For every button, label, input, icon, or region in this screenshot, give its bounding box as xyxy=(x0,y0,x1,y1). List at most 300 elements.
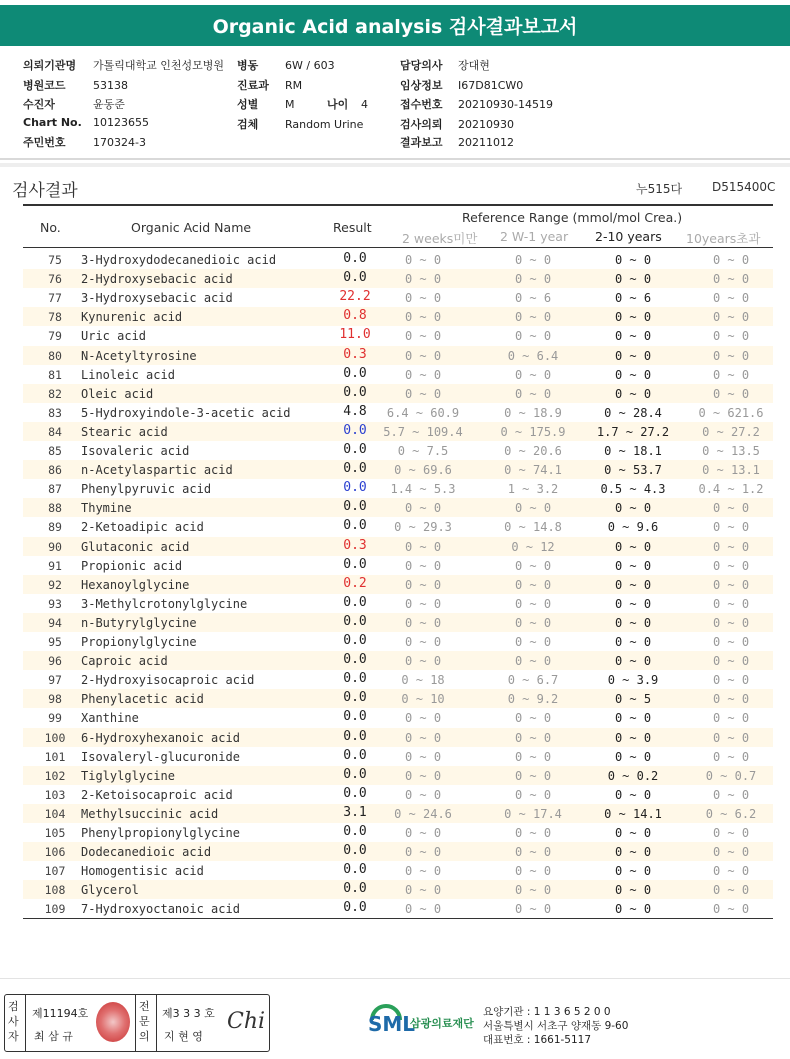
row-number: 82 xyxy=(48,386,62,401)
ref-2-10y: 0 ~ 0 xyxy=(614,272,652,287)
sml-logo-subtitle: 삼광의료재단 xyxy=(410,1017,474,1030)
ref-2-10y: 0 ~ 0 xyxy=(614,386,652,401)
result-value: 0.0 xyxy=(343,461,367,477)
table-row xyxy=(23,460,773,479)
ref-10y: 0 ~ 0 xyxy=(712,826,750,840)
ref-2w-1y: 0 ~ 0 xyxy=(514,253,552,267)
ref-2-10y: 0 ~ 0 xyxy=(614,558,652,573)
table-row xyxy=(23,747,773,766)
ref-2w-1y: 0 ~ 0 xyxy=(514,367,552,382)
acid-name: Linoleic acid xyxy=(81,367,175,382)
ref-2-10y: 0 ~ 0 xyxy=(614,635,652,649)
table-row xyxy=(23,728,773,747)
ref-2weeks: 0 ~ 0 xyxy=(404,348,442,363)
ref-2w-1y: 0 ~ 0 xyxy=(514,596,552,611)
acid-name: Caproic acid xyxy=(81,654,168,669)
acid-name: 2-Hydroxysebacic acid xyxy=(81,272,233,287)
ref-2-10y: 0 ~ 6 xyxy=(614,291,652,306)
ref-10y: 0 ~ 0 xyxy=(712,386,750,401)
ref-2-10y: 0 ~ 0 xyxy=(614,539,652,554)
ref-2w-1y: 0 ~ 12 xyxy=(511,539,555,554)
header-field-label: 수진자 xyxy=(23,98,55,111)
ref-2weeks: 0 ~ 0 xyxy=(404,253,442,267)
result-value: 0.0 xyxy=(343,766,367,782)
ref-2weeks: 0 ~ 10 xyxy=(401,692,445,707)
doctor-label: 전문의 xyxy=(139,1000,150,1043)
table-row xyxy=(23,785,773,804)
table-row xyxy=(23,346,773,365)
ref-2w-1y: 0 ~ 0 xyxy=(514,826,552,840)
header-field xyxy=(327,96,368,112)
ref-10y: 0 ~ 13.1 xyxy=(702,463,760,478)
ref-2w-1y: 0 ~ 0 xyxy=(514,615,552,630)
result-value: 0.0 xyxy=(343,422,367,438)
row-number: 87 xyxy=(48,482,62,497)
header-field-label: 의뢰기관명 xyxy=(23,59,77,72)
header-field-label: 나이 xyxy=(327,98,349,111)
table-bottom-rule xyxy=(23,918,773,919)
row-number: 107 xyxy=(44,864,66,879)
ref-2w-1y: 0 ~ 0 xyxy=(514,902,552,917)
acid-name: 7-Hydroxyoctanoic acid xyxy=(81,902,240,917)
result-value: 0.0 xyxy=(343,862,367,878)
header-field-label: 병동 xyxy=(237,59,259,72)
acid-name: Kynurenic acid xyxy=(81,310,183,325)
table-row xyxy=(23,842,773,861)
ref-2w-1y: 0 ~ 0 xyxy=(514,272,552,287)
ref-2weeks: 0 ~ 0 xyxy=(404,367,442,382)
result-value: 0.8 xyxy=(343,308,367,324)
table-row xyxy=(23,269,773,288)
row-number: 90 xyxy=(48,539,62,554)
row-number: 94 xyxy=(48,615,62,630)
table-row xyxy=(23,326,773,345)
table-row xyxy=(23,422,773,441)
ref-10y: 0 ~ 0 xyxy=(712,749,750,764)
result-value: 0.2 xyxy=(343,575,367,591)
acid-name: 3-Methylcrotonylglycine xyxy=(81,596,248,611)
ref-2-10y: 0 ~ 0 xyxy=(614,826,652,840)
header-field-value: 가톨릭대학교 인천성모병원 xyxy=(93,59,225,72)
ref-2-10y: 0 ~ 0 xyxy=(614,615,652,630)
table-row xyxy=(23,517,773,536)
ref-10y: 0 ~ 0 xyxy=(712,787,750,802)
ref-10y: 0 ~ 0 xyxy=(712,692,750,707)
ref-2w-1y: 0 ~ 0 xyxy=(514,730,552,745)
sig-divider-2 xyxy=(135,995,136,1051)
result-value: 0.0 xyxy=(343,251,367,266)
header-field-label: 병원코드 xyxy=(23,79,66,92)
col-header-name: Organic Acid Name xyxy=(131,220,252,235)
ref-2weeks: 6.4 ~ 60.9 xyxy=(386,405,460,420)
ref-10y: 0 ~ 0 xyxy=(712,558,750,573)
row-number: 76 xyxy=(48,272,62,287)
ref-2-10y: 0 ~ 0 xyxy=(614,577,652,592)
ref-2weeks: 0 ~ 0 xyxy=(404,635,442,649)
ref-2w-1y: 0 ~ 0 xyxy=(514,711,552,726)
header-field-label: 성별 xyxy=(237,98,259,111)
table-row xyxy=(23,479,773,498)
tester-name: 최 삼 규 xyxy=(34,1030,73,1043)
result-value: 0.0 xyxy=(343,613,367,629)
row-number: 95 xyxy=(48,635,62,649)
ref-10y: 0 ~ 0 xyxy=(712,864,750,879)
acid-name: 6-Hydroxyhexanoic acid xyxy=(81,730,240,745)
table-row xyxy=(23,250,773,269)
table-row xyxy=(23,441,773,460)
row-number: 79 xyxy=(48,329,62,344)
ref-2weeks: 0 ~ 0 xyxy=(404,615,442,630)
org-line-2: 서울특별시 서초구 양재동 9-60 xyxy=(483,1020,629,1032)
header-field xyxy=(237,57,335,73)
ref-2w-1y: 0 ~ 0 xyxy=(514,787,552,802)
result-value: 0.0 xyxy=(343,518,367,534)
table-row xyxy=(23,556,773,575)
result-value: 0.0 xyxy=(343,384,367,400)
header-field-label: 결과보고 xyxy=(400,136,443,149)
header-field-value: 6W / 603 xyxy=(285,59,335,72)
ref-2-10y: 0 ~ 0.2 xyxy=(607,768,659,783)
ref-2weeks: 0 ~ 0 xyxy=(404,501,442,516)
ref-2weeks: 0 ~ 0 xyxy=(404,749,442,764)
ref-10y: 0 ~ 0.7 xyxy=(705,768,757,783)
ref-2weeks: 0 ~ 0 xyxy=(404,386,442,401)
ref-2weeks: 0 ~ 0 xyxy=(404,654,442,669)
acid-name: Glycerol xyxy=(81,883,139,898)
col-header-ref-2-10y: 2-10 years xyxy=(595,229,662,244)
ref-2-10y: 0 ~ 3.9 xyxy=(607,673,659,688)
row-number: 99 xyxy=(48,711,62,726)
ref-2-10y: 0 ~ 0 xyxy=(614,310,652,325)
ref-10y: 0 ~ 0 xyxy=(712,272,750,287)
ref-2-10y: 0 ~ 18.1 xyxy=(604,444,662,458)
result-value: 0.0 xyxy=(343,690,367,706)
col-header-ref-2weeks: 2 weeks미만 xyxy=(402,231,478,246)
ref-2w-1y: 0 ~ 14.8 xyxy=(504,520,562,535)
sml-logo-text: SML xyxy=(368,1012,416,1036)
ref-2weeks: 0 ~ 0 xyxy=(404,329,442,344)
row-number: 78 xyxy=(48,310,62,325)
ref-2-10y: 0 ~ 0 xyxy=(614,883,652,898)
ref-2weeks: 0 ~ 0 xyxy=(404,845,442,860)
signature-box xyxy=(4,994,270,1052)
ref-2w-1y: 0 ~ 74.1 xyxy=(504,463,562,478)
ref-2weeks: 0 ~ 0 xyxy=(404,596,442,611)
ref-2weeks: 0 ~ 7.5 xyxy=(397,444,449,458)
header-separator xyxy=(0,158,790,160)
ref-2w-1y: 0 ~ 0 xyxy=(514,845,552,860)
table-header-rule xyxy=(23,247,773,248)
acid-name: 2-Ketoisocaproic acid xyxy=(81,787,233,802)
acid-name: 3-Hydroxysebacic acid xyxy=(81,291,233,306)
acid-name: Hexanoylglycine xyxy=(81,577,190,592)
table-row xyxy=(23,307,773,326)
table-row xyxy=(23,537,773,556)
acid-name: Oleic acid xyxy=(81,386,154,401)
ref-2w-1y: 0 ~ 0 xyxy=(514,501,552,516)
result-value: 0.0 xyxy=(343,728,367,744)
ref-2w-1y: 0 ~ 6 xyxy=(514,291,552,306)
acid-name: Isovaleric acid xyxy=(81,444,190,458)
seal-stamp-icon xyxy=(96,1002,130,1042)
ref-10y: 0 ~ 0 xyxy=(712,711,750,726)
acid-name: Homogentisic acid xyxy=(81,864,204,879)
row-number: 83 xyxy=(48,405,62,420)
header-field xyxy=(23,77,128,93)
ref-2weeks: 1.4 ~ 5.3 xyxy=(390,482,456,497)
ref-2weeks: 0 ~ 0 xyxy=(404,730,442,745)
ref-10y: 0 ~ 0 xyxy=(712,577,750,592)
col-header-no: No. xyxy=(40,220,61,235)
header-field-label: 접수번호 xyxy=(400,98,443,111)
footer-separator xyxy=(0,978,790,979)
ref-10y: 0 ~ 0 xyxy=(712,310,750,325)
result-value: 0.0 xyxy=(343,594,367,610)
row-number: 100 xyxy=(44,730,66,745)
report-code-1: 누515다 xyxy=(636,182,683,196)
result-value: 0.0 xyxy=(343,747,367,763)
ref-2w-1y: 0 ~ 18.9 xyxy=(504,405,562,420)
ref-2-10y: 1.7 ~ 27.2 xyxy=(596,424,670,439)
ref-10y: 0 ~ 27.2 xyxy=(702,424,760,439)
row-number: 102 xyxy=(44,768,66,783)
header-field xyxy=(237,96,295,112)
ref-2weeks: 0 ~ 0 xyxy=(404,310,442,325)
ref-2-10y: 0 ~ 0 xyxy=(614,749,652,764)
row-number: 77 xyxy=(48,291,62,306)
row-number: 89 xyxy=(48,520,62,535)
ref-2w-1y: 0 ~ 20.6 xyxy=(504,444,562,458)
ref-10y: 0 ~ 0 xyxy=(712,845,750,860)
result-value: 22.2 xyxy=(339,289,371,305)
ref-2w-1y: 0 ~ 0 xyxy=(514,558,552,573)
table-top-rule xyxy=(23,204,773,206)
ref-2-10y: 0 ~ 0 xyxy=(614,845,652,860)
ref-10y: 0 ~ 0 xyxy=(712,654,750,669)
acid-name: N-Acetyltyrosine xyxy=(81,348,197,363)
ref-2weeks: 0 ~ 0 xyxy=(404,539,442,554)
header-field-value: I67D81CW0 xyxy=(458,79,524,92)
sig-divider-1 xyxy=(25,995,26,1051)
result-value: 4.8 xyxy=(343,403,367,419)
ref-2-10y: 0 ~ 14.1 xyxy=(604,806,662,821)
ref-2w-1y: 0 ~ 0 xyxy=(514,768,552,783)
acid-name: Dodecanedioic acid xyxy=(81,845,212,860)
row-number: 81 xyxy=(48,367,62,382)
header-field-label: 진료과 xyxy=(237,79,269,92)
ref-2w-1y: 0 ~ 175.9 xyxy=(500,424,566,439)
result-value: 0.0 xyxy=(343,633,367,648)
section-title: 검사결과 xyxy=(12,181,78,201)
ref-10y: 0 ~ 0 xyxy=(712,902,750,917)
row-number: 98 xyxy=(48,692,62,707)
ref-2weeks: 0 ~ 0 xyxy=(404,768,442,783)
ref-2-10y: 0 ~ 0 xyxy=(614,501,652,516)
result-value: 0.3 xyxy=(343,346,367,362)
ref-2-10y: 0 ~ 0 xyxy=(614,730,652,745)
ref-2weeks: 0 ~ 0 xyxy=(404,826,442,840)
row-number: 96 xyxy=(48,654,62,669)
header-field-value: 53138 xyxy=(93,79,128,92)
tester-license: 제11194호 xyxy=(32,1007,89,1020)
ref-10y: 0 ~ 0 xyxy=(712,501,750,516)
row-number: 84 xyxy=(48,424,62,439)
acid-name: Propionic acid xyxy=(81,558,183,573)
header-field-label: 검사의뢰 xyxy=(400,118,443,131)
result-value: 0.0 xyxy=(343,480,367,496)
header-field-value: Random Urine xyxy=(285,118,364,131)
table-row xyxy=(23,365,773,384)
ref-10y: 0 ~ 0 xyxy=(712,596,750,611)
result-value: 0.0 xyxy=(343,671,367,687)
header-field-value: RM xyxy=(285,79,303,92)
ref-2-10y: 0.5 ~ 4.3 xyxy=(600,482,666,497)
table-row xyxy=(23,804,773,823)
row-number: 101 xyxy=(44,749,66,764)
acid-name: Uric acid xyxy=(81,329,147,344)
table-row xyxy=(23,766,773,785)
table-row xyxy=(23,899,773,918)
row-number: 93 xyxy=(48,596,62,611)
ref-10y: 0 ~ 0 xyxy=(712,883,750,898)
ref-10y: 0 ~ 0 xyxy=(712,291,750,306)
result-value: 11.0 xyxy=(339,327,371,343)
ref-2-10y: 0 ~ 5 xyxy=(614,692,652,707)
ref-2-10y: 0 ~ 0 xyxy=(614,596,652,611)
ref-2-10y: 0 ~ 0 xyxy=(614,367,652,382)
row-number: 85 xyxy=(48,444,62,458)
sig-divider-3 xyxy=(156,995,157,1051)
acid-name: Phenylpyruvic acid xyxy=(81,482,212,497)
ref-10y: 0.4 ~ 1.2 xyxy=(698,482,764,497)
ref-2w-1y: 0 ~ 0 xyxy=(514,635,552,649)
ref-2w-1y: 0 ~ 0 xyxy=(514,386,552,401)
result-value: 0.3 xyxy=(343,537,367,553)
header-field xyxy=(400,57,490,73)
row-number: 105 xyxy=(44,826,66,840)
row-number: 104 xyxy=(44,806,66,821)
ref-2-10y: 0 ~ 0 xyxy=(614,253,652,267)
ref-2w-1y: 0 ~ 0 xyxy=(514,310,552,325)
ref-2weeks: 0 ~ 0 xyxy=(404,864,442,879)
ref-10y: 0 ~ 0 xyxy=(712,348,750,363)
row-number: 109 xyxy=(44,902,66,917)
ref-2w-1y: 0 ~ 0 xyxy=(514,577,552,592)
ref-2w-1y: 0 ~ 0 xyxy=(514,883,552,898)
header-field xyxy=(23,116,149,129)
ref-2weeks: 0 ~ 24.6 xyxy=(394,806,452,821)
header-separator-shadow xyxy=(0,163,790,167)
result-value: 0.0 xyxy=(343,499,367,515)
table-row xyxy=(23,689,773,708)
header-field-label: Chart No. xyxy=(23,116,82,129)
table-row xyxy=(23,651,773,670)
ref-10y: 0 ~ 0 xyxy=(712,673,750,688)
acid-name: n-Butyrylglycine xyxy=(81,615,197,630)
header-field-label: 담당의사 xyxy=(400,59,443,72)
doctor-license: 제3 3 3 호 xyxy=(162,1007,215,1020)
table-row xyxy=(23,823,773,842)
header-field-value: M xyxy=(285,98,295,111)
report-title-banner: Organic Acid analysis 검사결과보고서 xyxy=(0,5,790,46)
result-value: 0.0 xyxy=(343,556,367,572)
col-header-ref-10y: 10years초과 xyxy=(686,231,761,246)
table-row xyxy=(23,384,773,403)
header-field xyxy=(400,134,514,150)
ref-10y: 0 ~ 621.6 xyxy=(698,405,764,420)
header-field xyxy=(237,116,363,132)
header-field xyxy=(400,96,553,112)
result-value: 0.0 xyxy=(343,442,367,457)
doctor-name: 지 현 영 xyxy=(164,1030,203,1043)
header-field-value: 윤동준 xyxy=(93,98,125,111)
ref-2weeks: 0 ~ 0 xyxy=(404,558,442,573)
result-value: 0.0 xyxy=(343,824,367,839)
acid-name: 3-Hydroxydodecanedioic acid xyxy=(81,253,277,267)
ref-2-10y: 0 ~ 53.7 xyxy=(604,463,662,478)
header-field-value: 20211012 xyxy=(458,136,514,149)
ref-10y: 0 ~ 0 xyxy=(712,253,750,267)
row-number: 75 xyxy=(48,253,62,267)
report-code-2: D515400C xyxy=(712,180,776,194)
ref-2w-1y: 0 ~ 0 xyxy=(514,654,552,669)
header-field xyxy=(23,57,224,73)
result-value: 0.0 xyxy=(343,709,367,725)
ref-2w-1y: 0 ~ 17.4 xyxy=(504,806,562,821)
org-line-1: 요양기관 : 1 1 3 6 5 2 0 0 xyxy=(483,1006,611,1018)
ref-2-10y: 0 ~ 0 xyxy=(614,348,652,363)
acid-name: Phenylpropionylglycine xyxy=(81,826,240,840)
acid-name: Tiglylglycine xyxy=(81,768,175,783)
row-number: 88 xyxy=(48,501,62,516)
header-field-value: 장대현 xyxy=(458,59,490,72)
table-row xyxy=(23,613,773,632)
header-field xyxy=(237,77,302,93)
ref-2weeks: 5.7 ~ 109.4 xyxy=(383,424,463,439)
col-header-reference: Reference Range (mmol/mol Crea.) xyxy=(462,210,683,225)
ref-10y: 0 ~ 13.5 xyxy=(702,444,760,458)
row-number: 80 xyxy=(48,348,62,363)
ref-2weeks: 0 ~ 0 xyxy=(404,711,442,726)
ref-10y: 0 ~ 0 xyxy=(712,520,750,535)
row-number: 97 xyxy=(48,673,62,688)
result-value: 0.0 xyxy=(343,843,367,859)
ref-2w-1y: 1 ~ 3.2 xyxy=(507,482,559,497)
header-field xyxy=(23,96,125,112)
header-field xyxy=(400,116,514,132)
acid-name: Phenylacetic acid xyxy=(81,692,204,707)
acid-name: Thymine xyxy=(81,501,132,516)
row-number: 108 xyxy=(44,883,66,898)
acid-name: n-Acetylaspartic acid xyxy=(81,463,233,478)
tester-label: 검사자 xyxy=(8,1000,19,1043)
table-row xyxy=(23,498,773,517)
result-value: 0.0 xyxy=(343,785,367,801)
acid-name: Isovaleryl-glucuronide xyxy=(81,749,240,764)
table-row xyxy=(23,708,773,727)
ref-2w-1y: 0 ~ 6.7 xyxy=(507,673,559,688)
result-value: 0.0 xyxy=(343,900,367,916)
ref-2weeks: 0 ~ 0 xyxy=(404,291,442,306)
result-value: 0.0 xyxy=(343,270,367,286)
ref-2-10y: 0 ~ 28.4 xyxy=(604,405,662,420)
result-value: 0.0 xyxy=(343,881,367,897)
header-field-value: 4 xyxy=(361,98,368,111)
ref-10y: 0 ~ 0 xyxy=(712,635,750,649)
acid-name: 2-Hydroxyisocaproic acid xyxy=(81,673,255,688)
header-field xyxy=(23,134,146,150)
table-row xyxy=(23,861,773,880)
